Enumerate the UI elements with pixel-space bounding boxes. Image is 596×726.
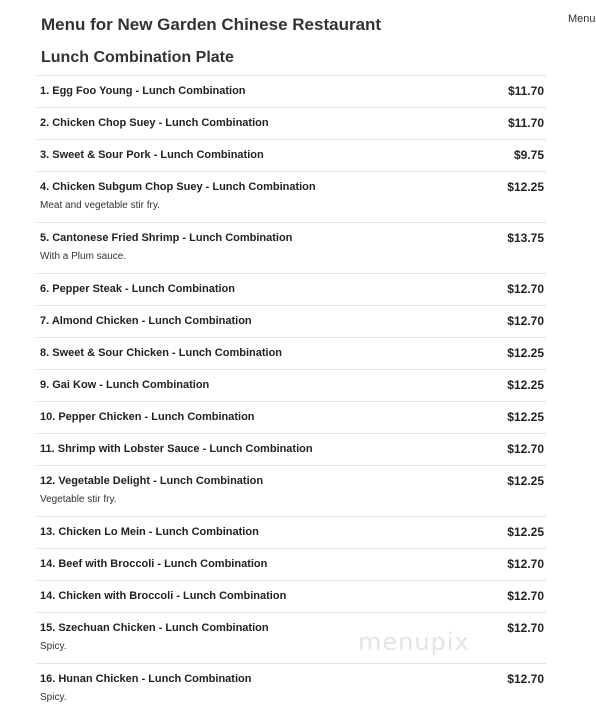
item-name: 4. Chicken Subgum Chop Suey - Lunch Combination [40,181,316,193]
menu-item [37,273,546,305]
page-title: Menu for New Garden Chinese Restaurant [41,15,382,34]
menu-item [37,401,546,433]
item-name: 11. Shrimp with Lobster Sauce - Lunch Combination [40,443,313,455]
menu-item [37,369,546,401]
menupix-watermark: menupix [358,628,470,656]
menu-item [37,663,546,714]
item-description: Spicy. [40,692,67,703]
menu-link[interactable]: Menu [568,13,596,25]
menu-list [37,75,546,714]
menu-item [37,433,546,465]
menu-item [37,465,546,516]
item-price: $12.25 [507,410,544,424]
item-price: $12.70 [507,282,544,296]
menu-item [37,107,546,139]
item-name: 1. Egg Foo Young - Lunch Combination [40,85,246,97]
menu-item [37,337,546,369]
item-price: $12.25 [507,346,544,360]
item-price: $12.70 [507,621,544,635]
item-price: $12.70 [507,557,544,571]
item-description: Spicy. [40,641,67,652]
item-name: 14. Chicken with Broccoli - Lunch Combination [40,590,287,602]
menu-item [37,171,546,222]
item-price: $12.25 [507,180,544,194]
item-price: $12.70 [507,314,544,328]
item-price: $12.70 [507,589,544,603]
item-name: 12. Vegetable Delight - Lunch Combination [40,475,264,487]
item-name: 3. Sweet & Sour Pork - Lunch Combination [40,149,264,161]
item-price: $11.70 [507,116,544,130]
item-name: 6. Pepper Steak - Lunch Combination [40,283,235,295]
item-name: 15. Szechuan Chicken - Lunch Combination [40,622,269,634]
menu-item [37,305,546,337]
item-name: 13. Chicken Lo Mein - Lunch Combination [40,526,259,538]
item-description: Vegetable stir fry. [40,494,117,505]
menu-item [37,222,546,273]
item-price: $12.25 [507,525,544,539]
item-price: $12.25 [507,378,544,392]
item-price: $9.75 [513,148,544,162]
item-name: 14. Beef with Broccoli - Lunch Combination [40,558,268,570]
item-name: 10. Pepper Chicken - Lunch Combination [40,411,255,423]
menu-item [37,580,546,612]
item-name: 2. Chicken Chop Suey - Lunch Combination [40,117,269,129]
item-price: $11.70 [507,84,544,98]
item-name: 8. Sweet & Sour Chicken - Lunch Combination [40,347,283,359]
item-price: $12.25 [507,474,544,488]
item-name: 9. Gai Kow - Lunch Combination [40,379,210,391]
item-price: $13.75 [507,231,544,245]
item-name: 5. Cantonese Fried Shrimp - Lunch Combination [40,232,293,244]
menu-item [37,548,546,580]
item-price: $12.70 [507,442,544,456]
section-title: Lunch Combination Plate [41,49,234,66]
item-name: 7. Almond Chicken - Lunch Combination [40,315,252,327]
item-price: $12.70 [507,672,544,686]
menu-item [37,516,546,548]
item-description: With a Plum sauce. [40,251,127,262]
menu-item [37,75,546,107]
menu-item [37,139,546,171]
item-description: Meat and vegetable stir fry. [40,200,160,211]
item-name: 16. Hunan Chicken - Lunch Combination [40,673,252,685]
